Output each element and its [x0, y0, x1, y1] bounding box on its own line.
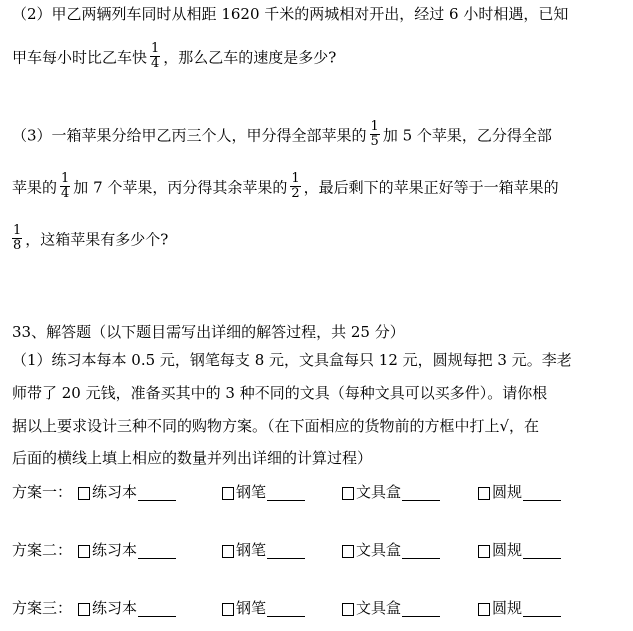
fraction-numerator: 1 — [291, 171, 300, 186]
q2-line-2 — [12, 41, 337, 73]
q2-text-a: 甲车每小时比乙车快 — [12, 48, 148, 67]
q33-para-1: （1）练习本每本 0.5 元，钢笔每支 8 元，文具盒每只 12 元，圆规每把 3 元。李老 — [12, 351, 572, 369]
fraction-one-quarter-b — [60, 172, 70, 201]
q33-title: 33、解答题（以下题目需写出详细的解答过程，共 25 分） — [12, 323, 405, 341]
fraction-numerator: 1 — [13, 223, 22, 238]
quantity-blank[interactable] — [402, 542, 440, 559]
fraction-one-quarter — [150, 42, 160, 71]
quantity-blank[interactable] — [138, 600, 176, 617]
q33-para-2: 师带了 20 元钱，准备买其中的 3 种不同的文具（每种文具可以买多件）。请你根 — [12, 384, 548, 402]
q3-text-e: ，最后剩下的苹果正好等于一箱苹果的 — [303, 178, 559, 197]
checkbox-exercise-book[interactable] — [78, 545, 90, 558]
checkbox-pencil-case[interactable] — [342, 603, 354, 616]
item-label: 圆规 — [492, 483, 523, 501]
checkbox-compass[interactable] — [478, 487, 490, 500]
fraction-denominator: 4 — [151, 56, 160, 71]
quantity-blank[interactable] — [138, 484, 176, 501]
fraction-denominator: 5 — [370, 134, 379, 149]
q33-para-4: 后面的横线上填上相应的数量并列出详细的计算过程） — [12, 449, 373, 467]
item-label: 练习本 — [92, 483, 138, 501]
checkbox-pen[interactable] — [222, 487, 234, 500]
q3-text-b: 加 5 个苹果，乙分得全部 — [382, 126, 552, 145]
plan-label: 方案一： — [12, 483, 73, 501]
item-label: 圆规 — [492, 599, 523, 617]
fraction-numerator: 1 — [151, 41, 160, 56]
checkbox-pencil-case[interactable] — [342, 545, 354, 558]
item-label: 圆规 — [492, 541, 523, 559]
plan-label: 方案三： — [12, 599, 73, 617]
fraction-denominator: 4 — [61, 186, 70, 201]
quantity-blank[interactable] — [523, 542, 561, 559]
checkbox-pen[interactable] — [222, 545, 234, 558]
q3-line-3 — [12, 223, 169, 255]
item-label: 练习本 — [92, 599, 138, 617]
item-label: 文具盒 — [356, 483, 402, 501]
fraction-numerator: 1 — [370, 119, 379, 134]
checkbox-compass[interactable] — [478, 603, 490, 616]
q33-para-3: 据以上要求设计三种不同的购物方案。（在下面相应的货物前的方框中打上√，在 — [12, 417, 540, 435]
q2-line-1: （2）甲乙两辆列车同时从相距 1620 千米的两城相对开出，经过 6 小时相遇，已知 — [12, 5, 569, 23]
plan-label: 方案二： — [12, 541, 73, 559]
q3-text-d: 加 7 个苹果，丙分得其余苹果的 — [73, 178, 288, 197]
checkbox-exercise-book[interactable] — [78, 603, 90, 616]
q2-text-b: ，那么乙车的速度是多少? — [163, 48, 337, 67]
q3-text-f: ，这箱苹果有多少个? — [25, 230, 169, 249]
q3-text-a: （3）一箱苹果分给甲乙丙三个人，甲分得全部苹果的 — [12, 126, 367, 145]
fraction-denominator: 2 — [291, 186, 300, 201]
checkbox-compass[interactable] — [478, 545, 490, 558]
q3-line-1 — [12, 119, 552, 151]
quantity-blank[interactable] — [267, 600, 305, 617]
checkbox-exercise-book[interactable] — [78, 487, 90, 500]
fraction-one-eighth — [12, 224, 22, 253]
quantity-blank[interactable] — [267, 484, 305, 501]
item-label: 文具盒 — [356, 599, 402, 617]
q3-line-2 — [12, 171, 559, 203]
fraction-one-half — [290, 172, 300, 201]
quantity-blank[interactable] — [267, 542, 305, 559]
quantity-blank[interactable] — [402, 600, 440, 617]
quantity-blank[interactable] — [402, 484, 440, 501]
fraction-denominator: 8 — [13, 238, 22, 253]
q3-text-c: 苹果的 — [12, 178, 58, 197]
checkbox-pen[interactable] — [222, 603, 234, 616]
fraction-numerator: 1 — [61, 171, 70, 186]
quantity-blank[interactable] — [523, 600, 561, 617]
checkbox-pencil-case[interactable] — [342, 487, 354, 500]
item-label: 钢笔 — [236, 483, 267, 501]
item-label: 练习本 — [92, 541, 138, 559]
item-label: 钢笔 — [236, 541, 267, 559]
quantity-blank[interactable] — [138, 542, 176, 559]
item-label: 钢笔 — [236, 599, 267, 617]
quantity-blank[interactable] — [523, 484, 561, 501]
item-label: 文具盒 — [356, 541, 402, 559]
fraction-one-fifth — [370, 120, 380, 149]
